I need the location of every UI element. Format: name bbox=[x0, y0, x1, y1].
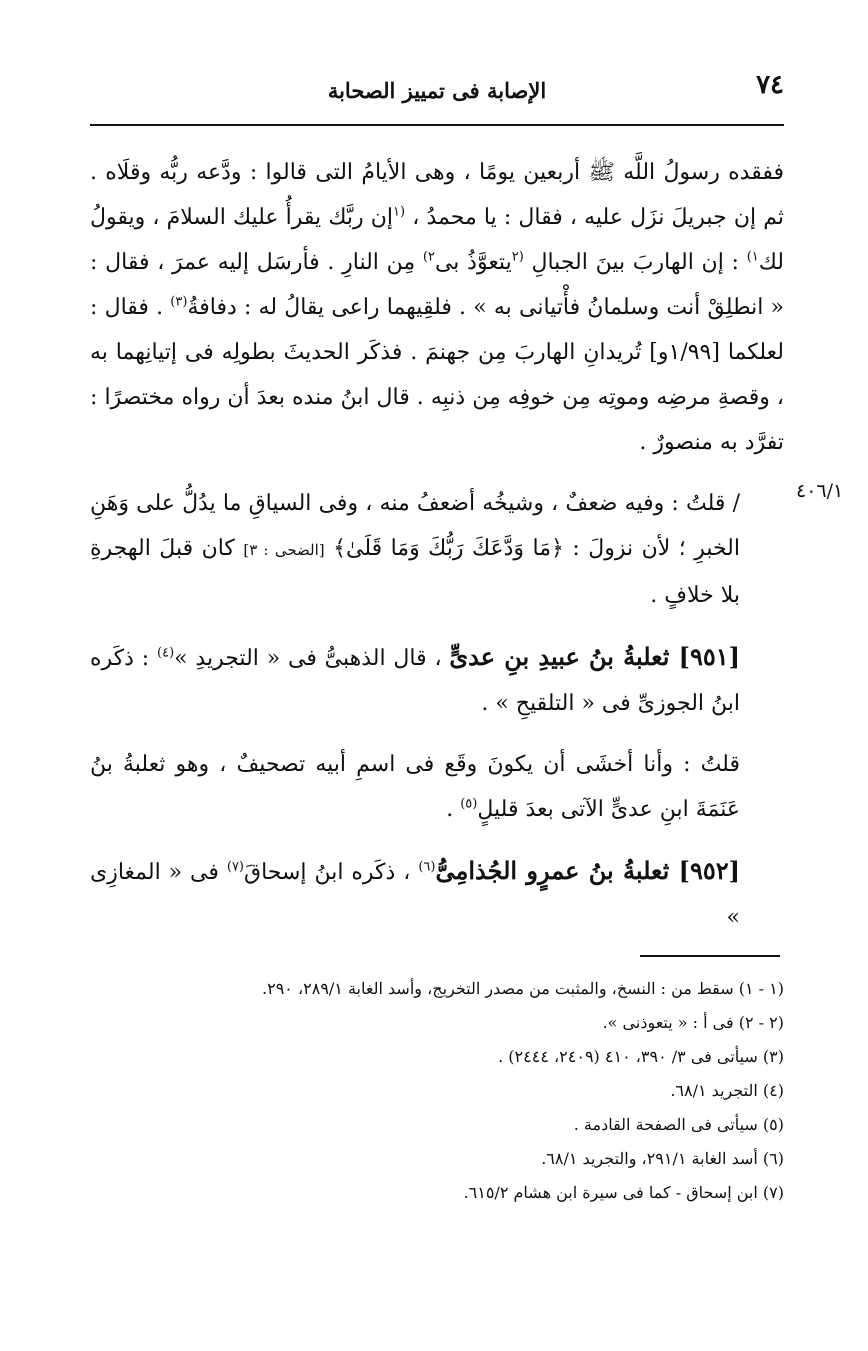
entry-951 bbox=[90, 634, 784, 726]
running-title: الإصابة فى تمييز الصحابة bbox=[327, 78, 547, 103]
entry-952 bbox=[90, 848, 784, 940]
text-line: وسلمانُ فأْتيانى به » . فلقِيهما راعى يقالُ له : دفافةُ bbox=[187, 295, 660, 320]
footnote-marker: (٥) bbox=[460, 796, 478, 812]
footnote-marker: (٤) bbox=[157, 645, 175, 661]
text-line: ابنِ عدىٍّ الآتى بعدَ قليلٍ bbox=[477, 797, 689, 822]
footnote: (٤) التجريد ٦٨/١. bbox=[670, 1081, 784, 1100]
footnote: (٧) ابن إسحاق - كما فى سيرة ابن هشام ٦١٥/٢. bbox=[463, 1183, 784, 1202]
text-line: الجوزىِّ فى « التلقيحِ » . bbox=[481, 691, 705, 716]
text-line: كان قبلَ الهجرةِ بلا bbox=[90, 536, 740, 608]
text-line: إن ربَّك يقرأُ عليك السلامَ ، ويقولُ لك bbox=[90, 205, 785, 275]
text-line: جبريلَ نزَل عليه ، فقال : يا محمدُ ، bbox=[405, 205, 727, 230]
footnote-marker: ٢) bbox=[422, 249, 435, 265]
text-line: مِن النارِ . فأرسَل إليه عمرَ ، فقال : « انطلِقْ أنت bbox=[90, 250, 785, 320]
footnote: (٦) أسد الغابة ٢٩١/١، والتجريد ٦٨/١. bbox=[541, 1149, 784, 1168]
footnote-rule bbox=[640, 955, 780, 957]
text-line: يتعوَّذُ بى bbox=[434, 250, 512, 275]
main-text bbox=[90, 150, 784, 940]
text-line: قلتُ : وأنا أخشَى أن يكونَ وقَع فى اسمِ أبيه تصحيفٌ ، وهو ثعلبةُ بنُ عَنَمَةَ bbox=[90, 752, 740, 822]
text-line: تُريدانِ الهاربَ مِن جهنمَ . فذكَر الحديثَ بطولِه فى إتيانِهما به ، وقصةِ مرضِه bbox=[90, 340, 785, 410]
footnote: (٣) سيأتى فى ٣/ ٣٩٠، ٤١٠ (٢٤٠٩، ٢٤٤٤) . bbox=[498, 1047, 784, 1066]
footnote: (١ - ١) سقط من : النسخ، والمثبت من مصدر التخريج، وأسد الغابة ٢٨٩/١، ٢٩٠. bbox=[262, 979, 784, 998]
footnotes bbox=[90, 972, 784, 1210]
footnote-marker: ١) bbox=[746, 249, 759, 265]
text-line: . فقال : لعلكما [١/٩٩و] bbox=[90, 295, 784, 365]
footnote-marker: (١ bbox=[393, 204, 406, 220]
footnote-marker: (٣) bbox=[170, 294, 188, 310]
text-line: . bbox=[446, 797, 461, 822]
text-line: ، قال الذهبىُّ فى « التجريدِ » bbox=[174, 646, 442, 671]
header-rule bbox=[90, 124, 784, 126]
text-line: : bbox=[731, 250, 747, 275]
entry-heading: [٩٥١] ثعلبةُ بنُ عبيدِ بنِ عدىٍّ bbox=[449, 642, 740, 671]
text-line: خلافٍ . bbox=[650, 583, 714, 608]
text-line: فى « المغازِى » bbox=[90, 860, 740, 930]
quran-ref: [الضحى : ٣] bbox=[243, 541, 325, 559]
entry-heading: [٩٥٢] ثعلبةُ بنُ عمرٍو الجُذامِىُّ bbox=[435, 856, 740, 885]
text-line: ففقده رسولُ اللَّه ﷺ أربعين يومًا ، وهى الأيامُ التى قالوا : ودَّعه ربُّه وقلَاه . ثم إن bbox=[90, 160, 785, 230]
margin-reference: ٤٠٦/١ bbox=[796, 480, 844, 502]
text-line: ، ذكَره ابنُ إسحاقَ bbox=[244, 860, 411, 885]
paragraph-note bbox=[90, 742, 784, 832]
page-header bbox=[90, 62, 784, 118]
footnote-marker: (٢ bbox=[511, 249, 524, 265]
text-line: وموتِه مِن خوفِه مِن ذنبِه . قال ابنُ منده بعدَ أن رواه مختصرًا : تفرَّد به منصورٌ . bbox=[90, 385, 784, 455]
footnote: (٥) سيأتى فى الصفحة القادمة . bbox=[573, 1115, 784, 1134]
text-line: إن الهاربَ بينَ الجبالِ bbox=[523, 250, 724, 275]
footnote-marker: (٦) bbox=[418, 859, 436, 875]
text-line: الخبرِ ؛ لأن نزولَ : ﴿مَا وَدَّعَكَ رَبُّكَ وَمَا قَلَىٰ﴾ bbox=[324, 536, 740, 561]
paragraph-comment bbox=[90, 481, 784, 618]
footnote: (٢ - ٢) فى أ : « يتعوذنى ». bbox=[602, 1013, 784, 1032]
page-number: ٧٤ bbox=[756, 70, 784, 100]
text-line: : ذكَره ابنُ bbox=[90, 646, 740, 716]
paragraph-hadith bbox=[90, 150, 784, 465]
text-line: / قلتُ : وفيه ضعفٌ ، وشيخُه أضعفُ منه ، وفى السياقِ ما يدُلُّ على وَهَنِ bbox=[90, 491, 740, 516]
footnote-marker: (٧) bbox=[226, 859, 244, 875]
